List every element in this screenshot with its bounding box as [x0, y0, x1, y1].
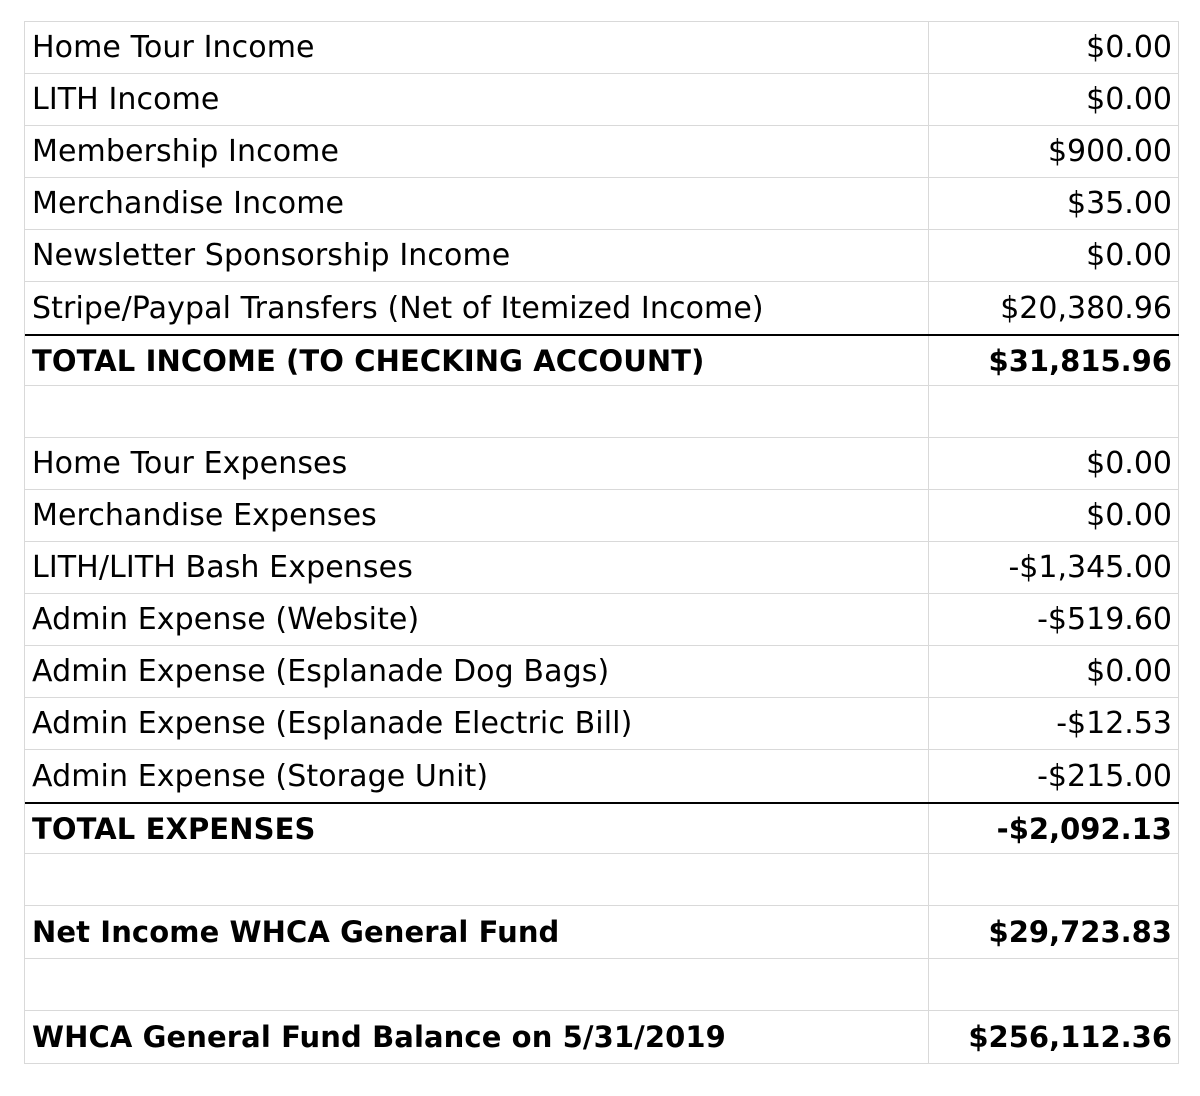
- income-amount[interactable]: $20,380.96: [929, 282, 1179, 334]
- blank-cell[interactable]: [25, 386, 929, 437]
- total-income-label[interactable]: TOTAL INCOME (TO CHECKING ACCOUNT): [25, 336, 929, 385]
- financial-summary-sheet: [24, 21, 1179, 1064]
- expense-row-home-tour: [25, 438, 1179, 490]
- expense-label[interactable]: LITH/LITH Bash Expenses: [25, 542, 929, 593]
- fund-balance-label[interactable]: WHCA General Fund Balance on 5/31/2019: [25, 1011, 929, 1063]
- net-income-label[interactable]: Net Income WHCA General Fund: [25, 906, 929, 958]
- expense-label[interactable]: Admin Expense (Esplanade Electric Bill): [25, 698, 929, 749]
- income-row-lith: [25, 74, 1179, 126]
- blank-cell[interactable]: [929, 854, 1179, 905]
- income-row-home-tour: [25, 22, 1179, 74]
- total-expenses-row: [25, 802, 1179, 854]
- blank-row: [25, 959, 1179, 1011]
- income-row-newsletter: [25, 230, 1179, 282]
- expense-label[interactable]: Admin Expense (Esplanade Dog Bags): [25, 646, 929, 697]
- expense-amount[interactable]: $0.00: [929, 646, 1179, 697]
- expense-row-electric-bill: [25, 698, 1179, 750]
- income-amount[interactable]: $35.00: [929, 178, 1179, 229]
- expense-row-website: [25, 594, 1179, 646]
- net-income-row: [25, 906, 1179, 959]
- income-label[interactable]: Stripe/Paypal Transfers (Net of Itemized Income): [25, 282, 929, 334]
- expense-amount[interactable]: -$1,345.00: [929, 542, 1179, 593]
- expense-row-merchandise: [25, 490, 1179, 542]
- income-amount[interactable]: $900.00: [929, 126, 1179, 177]
- net-income-amount[interactable]: $29,723.83: [929, 906, 1179, 958]
- blank-cell[interactable]: [929, 386, 1179, 437]
- total-income-amount[interactable]: $31,815.96: [929, 336, 1179, 385]
- total-expenses-amount[interactable]: -$2,092.13: [929, 804, 1179, 853]
- expense-label[interactable]: Merchandise Expenses: [25, 490, 929, 541]
- income-row-stripe-paypal: [25, 282, 1179, 334]
- blank-row: [25, 386, 1179, 438]
- blank-cell[interactable]: [25, 854, 929, 905]
- total-expenses-label[interactable]: TOTAL EXPENSES: [25, 804, 929, 853]
- expense-label[interactable]: Admin Expense (Storage Unit): [25, 750, 929, 802]
- expense-amount[interactable]: -$215.00: [929, 750, 1179, 802]
- expense-label[interactable]: Admin Expense (Website): [25, 594, 929, 645]
- income-label[interactable]: Home Tour Income: [25, 22, 929, 73]
- blank-cell[interactable]: [25, 959, 929, 1010]
- income-amount[interactable]: $0.00: [929, 74, 1179, 125]
- expense-label[interactable]: Home Tour Expenses: [25, 438, 929, 489]
- income-row-merchandise: [25, 178, 1179, 230]
- income-amount[interactable]: $0.00: [929, 230, 1179, 281]
- expense-amount[interactable]: $0.00: [929, 438, 1179, 489]
- income-row-membership: [25, 126, 1179, 178]
- total-income-row: [25, 334, 1179, 386]
- expense-amount[interactable]: -$12.53: [929, 698, 1179, 749]
- blank-row: [25, 854, 1179, 906]
- income-label[interactable]: Merchandise Income: [25, 178, 929, 229]
- fund-balance-row: [25, 1011, 1179, 1064]
- expense-row-storage-unit: [25, 750, 1179, 802]
- expense-amount[interactable]: -$519.60: [929, 594, 1179, 645]
- blank-cell[interactable]: [929, 959, 1179, 1010]
- income-amount[interactable]: $0.00: [929, 22, 1179, 73]
- expense-row-lith-bash: [25, 542, 1179, 594]
- expense-amount[interactable]: $0.00: [929, 490, 1179, 541]
- income-label[interactable]: LITH Income: [25, 74, 929, 125]
- income-label[interactable]: Membership Income: [25, 126, 929, 177]
- income-label[interactable]: Newsletter Sponsorship Income: [25, 230, 929, 281]
- fund-balance-amount[interactable]: $256,112.36: [929, 1011, 1179, 1063]
- expense-row-dog-bags: [25, 646, 1179, 698]
